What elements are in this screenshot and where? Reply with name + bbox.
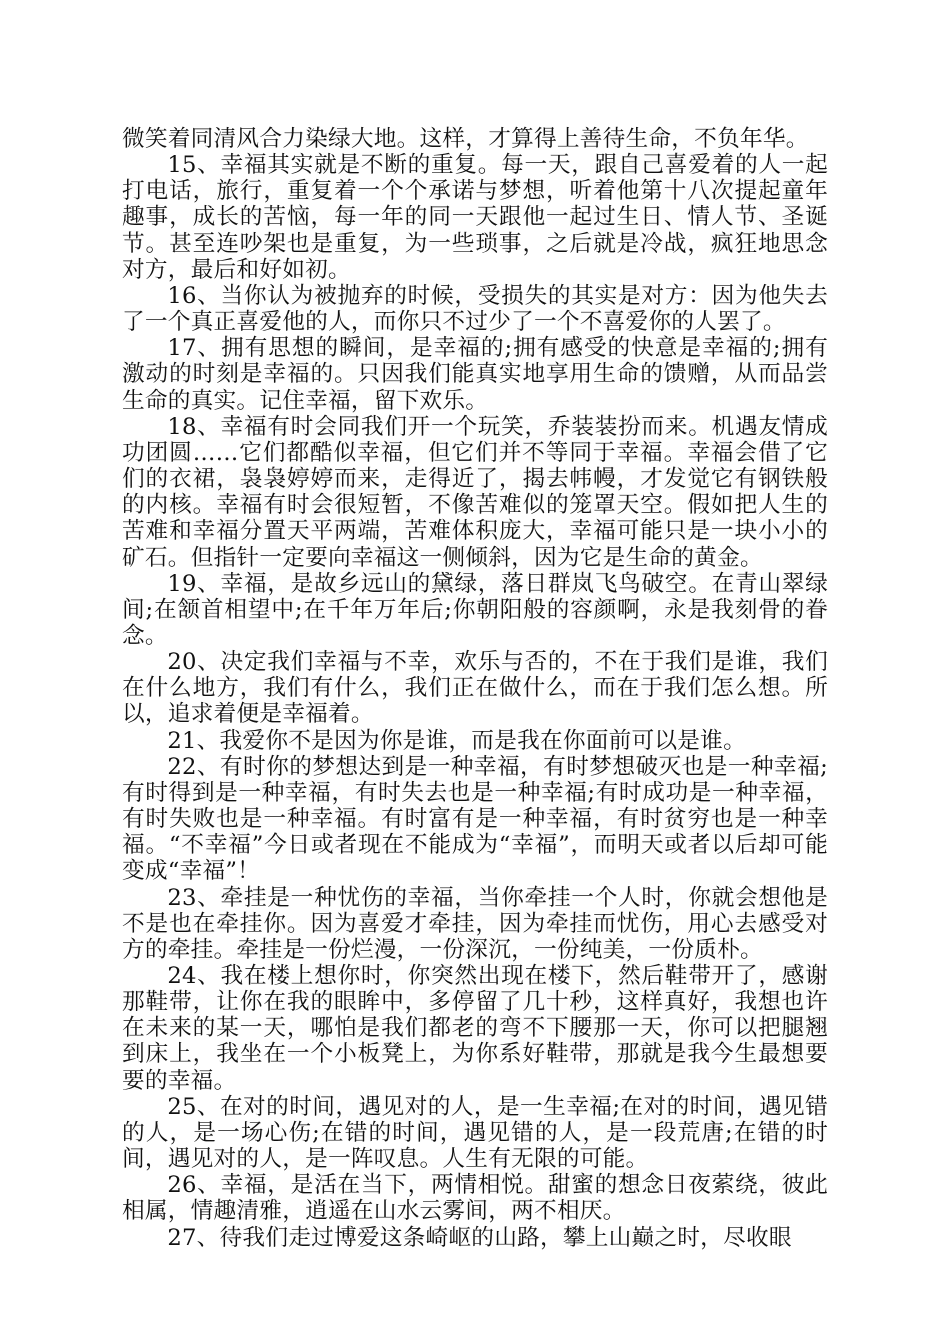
paragraph-18: 18、幸福有时会同我们开一个玩笑，乔装装扮而来。机遇友情成功团圆……它们都酷似幸福，但它们并不等同于幸福。幸福会借了它们的衣裙，袅袅婷婷而来，走得近了，揭去帏幔，才发觉它有钢铁般的内核。幸福有时会很短暂，不像苦难似的笼罩天空。假如把人生的苦难和幸福分置天平两端，苦难体积庞大，幸福可能只是一块小小的矿石。但指针一定要向幸福这一侧倾斜，因为它是生命的黄金。 bbox=[122, 413, 828, 571]
paragraph-24: 24、我在楼上想你时，你突然出现在楼下，然后鞋带开了，感谢那鞋带，让你在我的眼眸中，多停留了几十秒，这样真好，我想也许在未来的某一天，哪怕是我们都老的弯不下腰那一天，你可以把腿翘到床上，我坐在一个小板凳上，为你系好鞋带，那就是我今生最想要要的幸福。 bbox=[122, 963, 828, 1094]
paragraph-19: 19、幸福，是故乡远山的黛绿，落日群岚飞鸟破空。在青山翠绿间;在颔首相望中;在千年万年后;你朝阳般的容颜啊，永是我刻骨的眷念。 bbox=[122, 570, 828, 649]
paragraph-16: 16、当你认为被抛弃的时候，受损失的其实是对方：因为他失去了一个真正喜爱他的人，而你只不过少了一个不喜爱你的人罢了。 bbox=[122, 282, 828, 336]
paragraph-25: 25、在对的时间，遇见对的人，是一生幸福;在对的时间，遇见错的人，是一场心伤;在错的时间，遇见错的人，是一段荒唐;在错的时间，遇见对的人，是一阵叹息。人生有无限的可能。 bbox=[122, 1093, 828, 1173]
paragraph-17: 17、拥有思想的瞬间，是幸福的;拥有感受的快意是幸福的;拥有激动的时刻是幸福的。只因我们能真实地享用生命的馈赠，从而品尝生命的真实。记住幸福，留下欢乐。 bbox=[122, 335, 828, 414]
document-page bbox=[122, 126, 828, 1251]
paragraph-15: 15、幸福其实就是不断的重复。每一天，跟自己喜爱着的人一起打电话，旅行，重复着一个个承诺与梦想，听着他第十八次提起童年趣事，成长的苦恼，每一年的同一天跟他一起过生日、情人节、圣诞节。甚至连吵架也是重复，为一些琐事，之后就是冷战，疯狂地思念对方，最后和好如初。 bbox=[122, 152, 828, 283]
paragraph-continuation: 微笑着同清风合力染绿大地。这样，才算得上善待生命，不负年华。 bbox=[122, 126, 809, 152]
paragraph-23: 23、牵挂是一种忧伤的幸福，当你牵挂一个人时，你就会想他是不是也在牵挂你。因为喜爱才牵挂，因为牵挂而忧伤，用心去感受对方的牵挂。牵挂是一份烂漫，一份深沉，一份纯美，一份质朴。 bbox=[122, 884, 828, 963]
paragraph-26: 26、幸福，是活在当下，两情相悦。甜蜜的想念日夜萦绕，彼此相属，情趣清雅，逍遥在山水云雾间，两不相厌。 bbox=[122, 1172, 828, 1225]
paragraph-21: 21、我爱你不是因为你是谁，而是我在你面前可以是谁。 bbox=[167, 727, 746, 754]
paragraph-20: 20、决定我们幸福与不幸，欢乐与否的，不在于我们是谁，我们在什么地方，我们有什么，我们正在做什么，而在于我们怎么想。所以，追求着便是幸福着。 bbox=[122, 649, 828, 728]
paragraph-22: 22、有时你的梦想达到是一种幸福，有时梦想破灭也是一种幸福;有时得到是一种幸福，有时失去也是一种幸福;有时成功是一种幸福，有时失败也是一种幸福。有时富有是一种幸福，有时贫穷也是一种幸福。“不幸福”今日或者现在不能成为“幸福”，而明天或者以后却可能变成“幸福”！ bbox=[122, 753, 828, 885]
paragraph-27: 27、待我们走过博爱这条崎岖的山路，攀上山巅之时，尽收眼 bbox=[167, 1224, 792, 1251]
